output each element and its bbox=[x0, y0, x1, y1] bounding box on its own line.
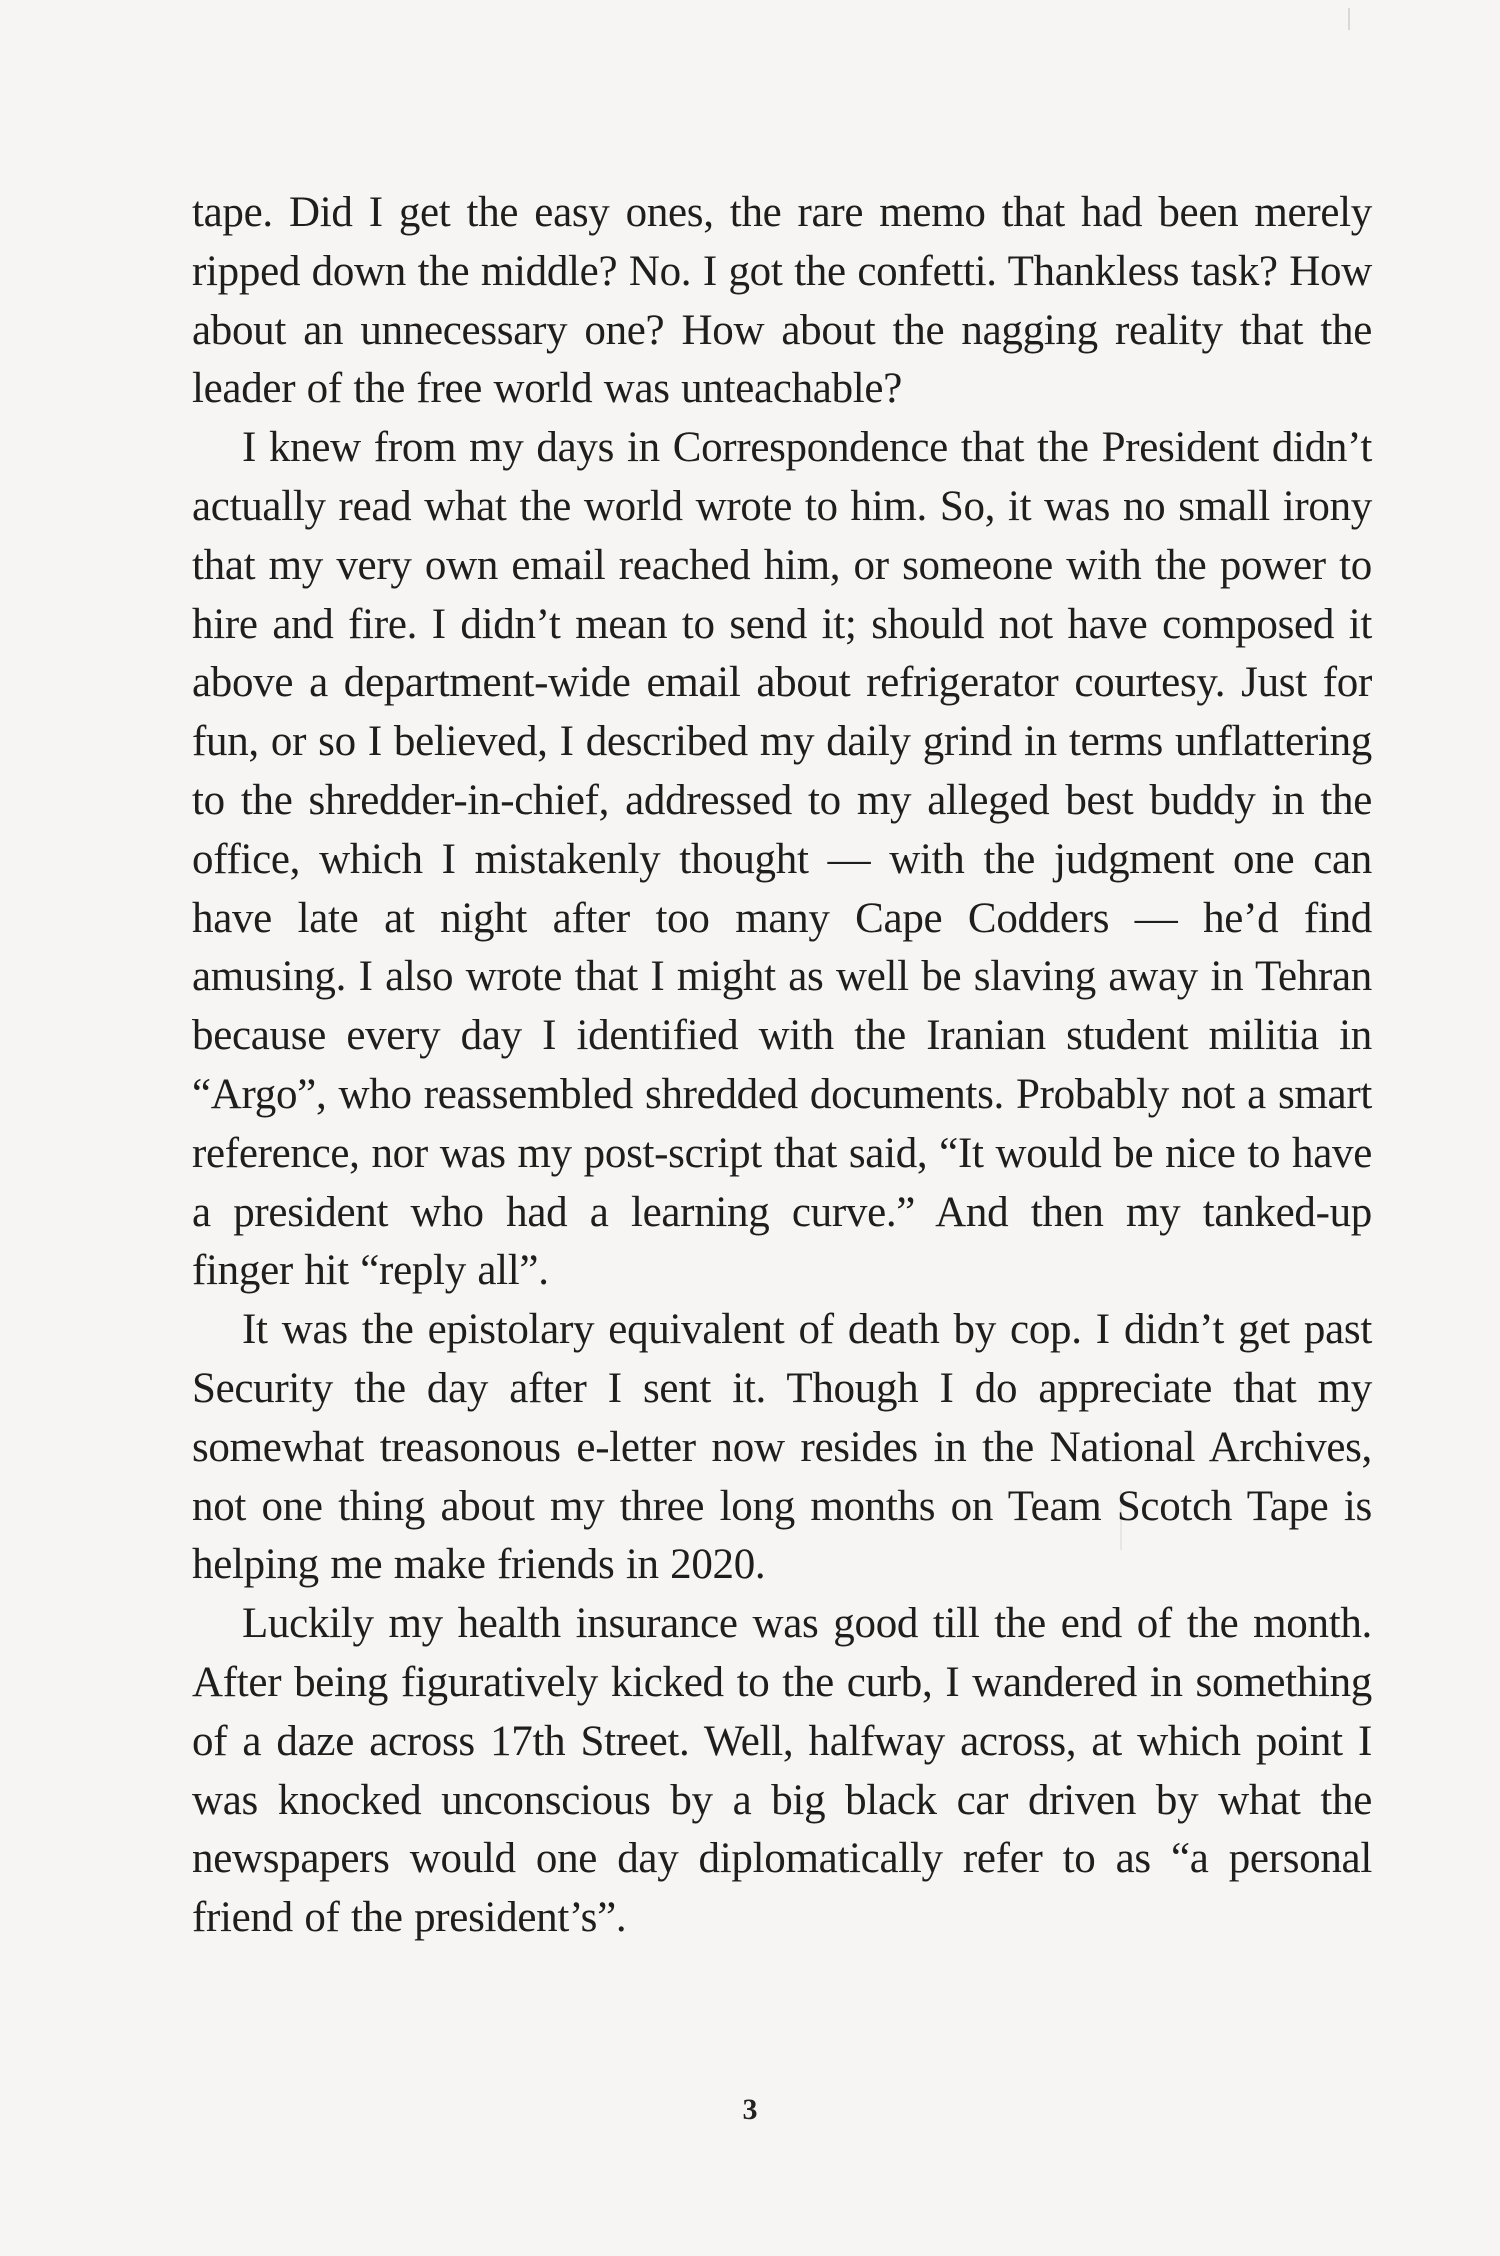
scan-artifact bbox=[1348, 8, 1350, 30]
paragraph-1: tape. Did I get the easy ones, the rare memo that had been merely ripped down the middle? No. I got the confetti. Thankless task? How about an unnecessary one? How about the nagging reality that the leader of the free world was unteachable? bbox=[192, 189, 1372, 413]
body-text bbox=[192, 184, 1372, 1948]
paragraph-2: I knew from my days in Correspondence that the President didn’t actually read what the world wrote to him. So, it was no small irony that my very own email reached him, or someone with the power to hire and fire. I didn’t mean to send it; should not have composed it above a department-wide email about refrigerator courtesy. Just for fun, or so I believed, I described my daily grind in terms unflattering to the shredder-in-chief, addressed to my alleged best buddy in the office, which I mistakenly thought — with the judgment one can have late at night after too many Cape Codders — he’d find amusing. I also wrote that I might as well be slaving away in Tehran because every day I identified with the Iranian student militia in “Argo”, who reassembled shredded documents. Probably not a smart reference, nor was my post-script that said, “It would be nice to have a president who had a learning curve.” And then my tanked-up finger hit “reply all”. bbox=[192, 424, 1372, 1295]
paragraph-4: Luckily my health insurance was good till the end of the month. After being figuratively kicked to the curb, I wandered in something of a daze across 17th Street. Well, halfway across, at which point I was knocked unconscious by a big black car driven by what the newspapers would one day diplomatically refer to as “a personal friend of the president’s”. bbox=[192, 1600, 1372, 1942]
page-number: 3 bbox=[742, 2093, 758, 2126]
paragraph-3: It was the epistolary equivalent of death by cop. I didn’t get past Security the day after I sent it. Though I do appreciate that my somewhat treasonous e-letter now resides in the National Archives, not one thing about my three long months on Team Scotch Tape is helping me make friends in 2020. bbox=[192, 1306, 1372, 1589]
